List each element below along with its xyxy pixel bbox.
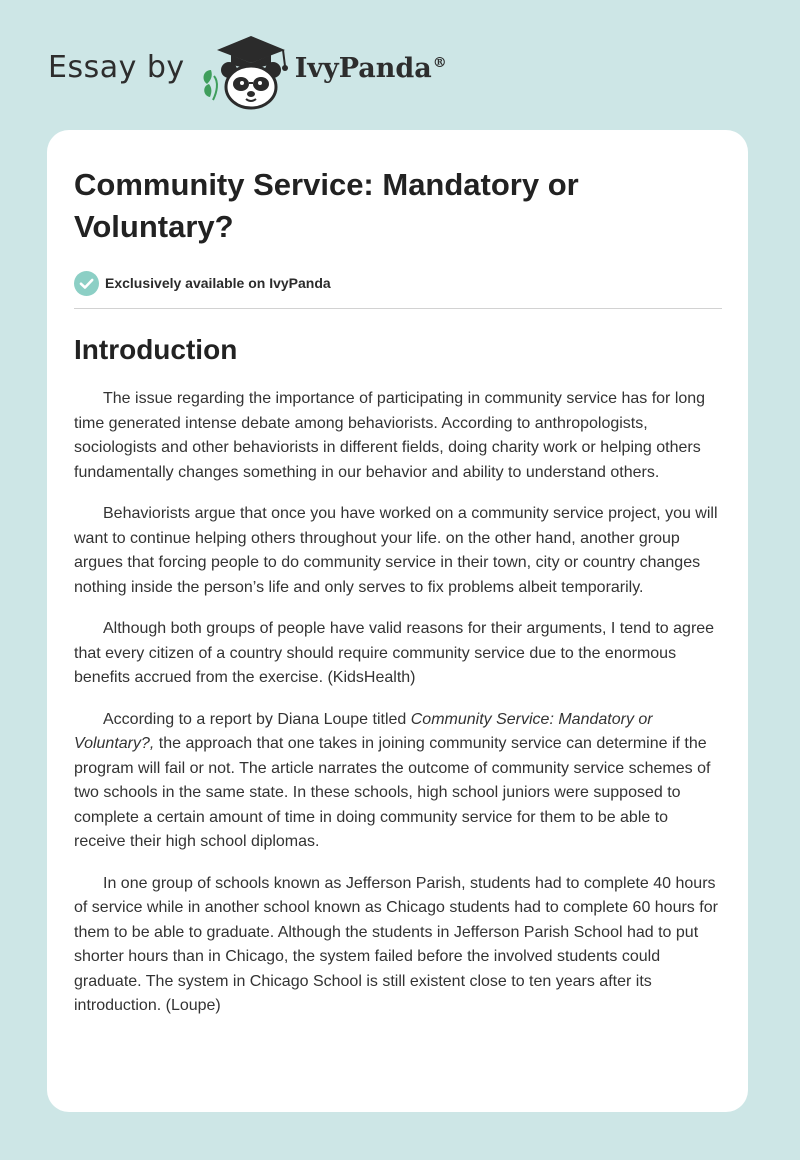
section-heading: Introduction	[74, 334, 238, 365]
exclusive-label: Exclusively available on IvyPanda	[105, 275, 331, 291]
cited-report-title: Community Service: Mandatory or Voluntary?,	[74, 710, 653, 752]
paragraph-5: In one group of schools known as Jefferson Parish, students had to complete 40 hours of service while in another school known as Chicago students had to complete 60 hours for them to be able to graduate. Although the students in Jefferson Parish School had to put shorter hours than in Chicago, the system failed before the involved students could graduate. The system in Chicago School is still existent close to ten years after its introduction. (Loupe)	[74, 874, 718, 1014]
brand-prefix: Essay by	[48, 49, 185, 85]
essay-title: Community Service: Mandatory or Voluntary?	[74, 167, 579, 244]
paragraph-2: Behaviorists argue that once you have worked on a community service project, you will want to continue helping others throughout your life. on the other hand, another group argues that forcing people to do community service in their town, city or country changes nothing inside the person’s life and only serves to fix problems albeit temporarily.	[74, 505, 718, 596]
brand-name-text: IvyPanda	[294, 52, 432, 84]
title-divider	[74, 308, 722, 309]
exclusive-badge	[74, 270, 722, 296]
paragraph-4-intro: According to a report by Diana Loupe titled	[103, 710, 411, 728]
paragraph-4-body: the approach that one takes in joining community service can determine if the program will fail or not. The article narrates the outcome of community service schemes of two schools in the same state. In these schools, high school juniors were supposed to complete a certain amount of time in doing community service for them to be able to receive their high school diplomas.	[74, 735, 711, 850]
paragraph-3: Although both groups of people have valid reasons for their arguments, I tend to agree that every citizen of a country should require community service due to the enormous benefits accrued from the exercise. (KidsHealth)	[74, 620, 715, 686]
check-circle-icon	[74, 271, 99, 296]
essay-card	[47, 130, 748, 1112]
panda-graduate-logo-icon	[199, 30, 293, 110]
brand-name	[295, 53, 447, 84]
paragraph-1: The issue regarding the importance of participating in community service has for long time generated intense debate among behaviorists. According to anthropologists, sociologists and other behaviorists in different fields, doing charity work or helping others fundamentally changes something in our behavior and ability to understand others.	[74, 390, 706, 481]
brand-registered-mark: ®	[432, 54, 447, 71]
paragraph-4	[74, 708, 722, 855]
brand-header	[48, 30, 447, 110]
